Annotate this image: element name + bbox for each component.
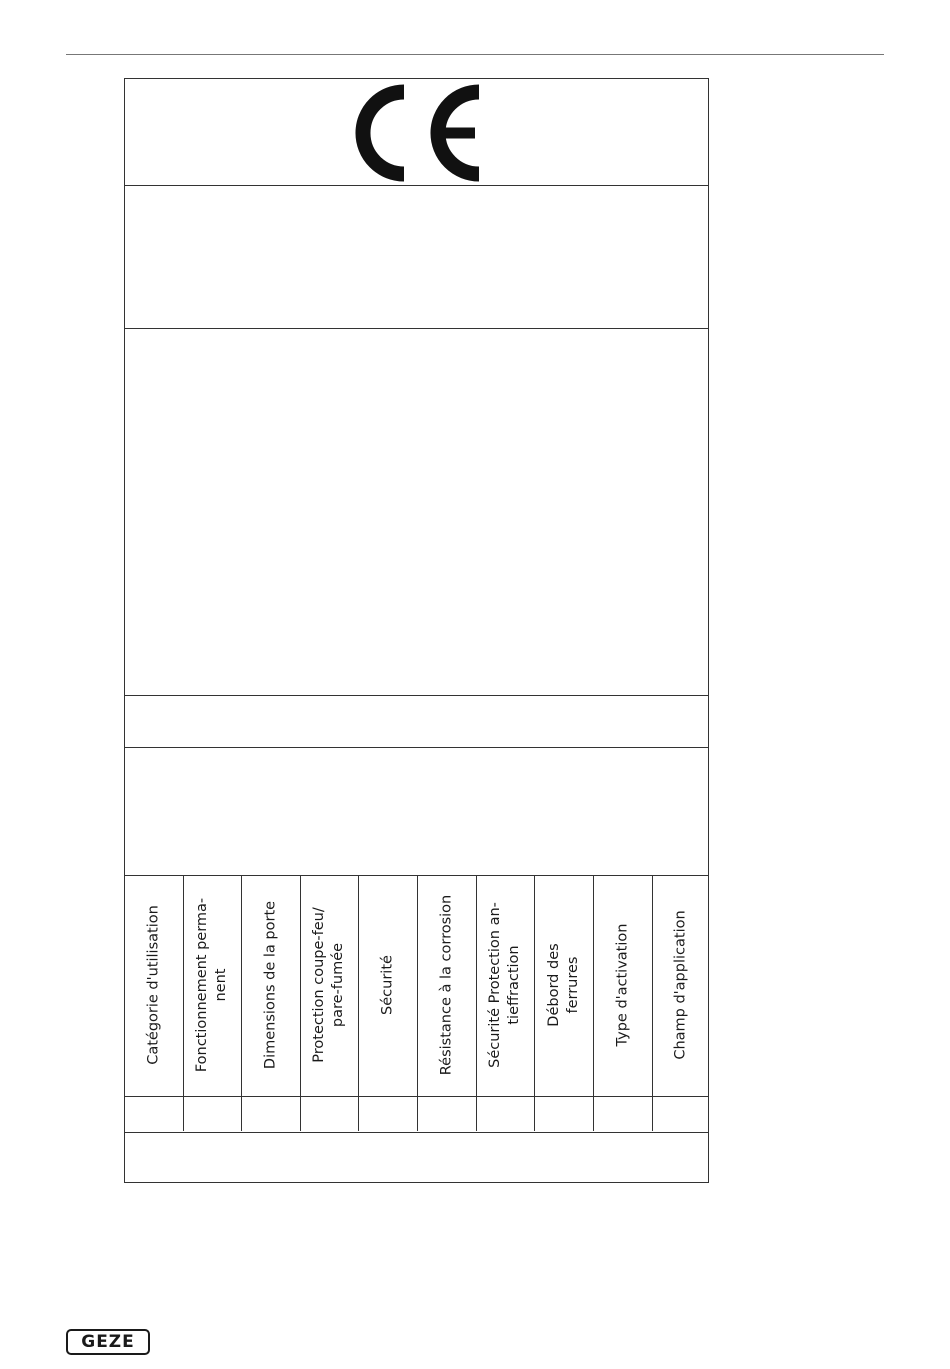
column-header-cell	[241, 875, 300, 1094]
column-header-cell	[358, 875, 417, 1094]
column-divider	[652, 875, 653, 1131]
column-divider	[534, 875, 535, 1131]
column-divider	[300, 875, 301, 1131]
column-header-cell	[417, 875, 476, 1094]
column-header-label: Fonctionnement perma- nent	[194, 897, 229, 1072]
column-divider	[241, 875, 242, 1131]
column-header-cell	[300, 875, 358, 1094]
geze-logo	[66, 1329, 150, 1355]
column-divider	[358, 875, 359, 1131]
column-header-label: Dimensions de la porte	[262, 900, 278, 1069]
column-header-label: Champ d'application	[672, 909, 688, 1060]
column-header-label: Type d'activation	[614, 923, 630, 1046]
column-header-label: Sécurité Protection an- tieffraction	[487, 901, 522, 1068]
column-divider	[183, 875, 184, 1131]
characteristics-columns	[124, 78, 709, 1183]
column-header-cell	[183, 875, 241, 1094]
column-header-label: Débord des ferrures	[545, 942, 581, 1027]
column-divider	[476, 875, 477, 1131]
column-header-label: Sécurité	[379, 954, 395, 1015]
header-rule	[66, 54, 884, 55]
column-divider	[593, 875, 594, 1131]
logo-text: GEZE	[81, 1332, 135, 1352]
column-header-cell	[476, 875, 534, 1094]
column-header-cell	[652, 875, 709, 1094]
column-header-label: Catégorie d'utilisation	[145, 904, 161, 1065]
column-header-cell	[593, 875, 652, 1094]
column-header-cell	[534, 875, 593, 1094]
column-header-label: Résistance à la corrosion	[438, 894, 454, 1075]
column-header-label: Protection coupe-feu/ pare-fumée	[311, 906, 346, 1063]
column-divider	[417, 875, 418, 1131]
column-header-cell	[124, 875, 183, 1094]
